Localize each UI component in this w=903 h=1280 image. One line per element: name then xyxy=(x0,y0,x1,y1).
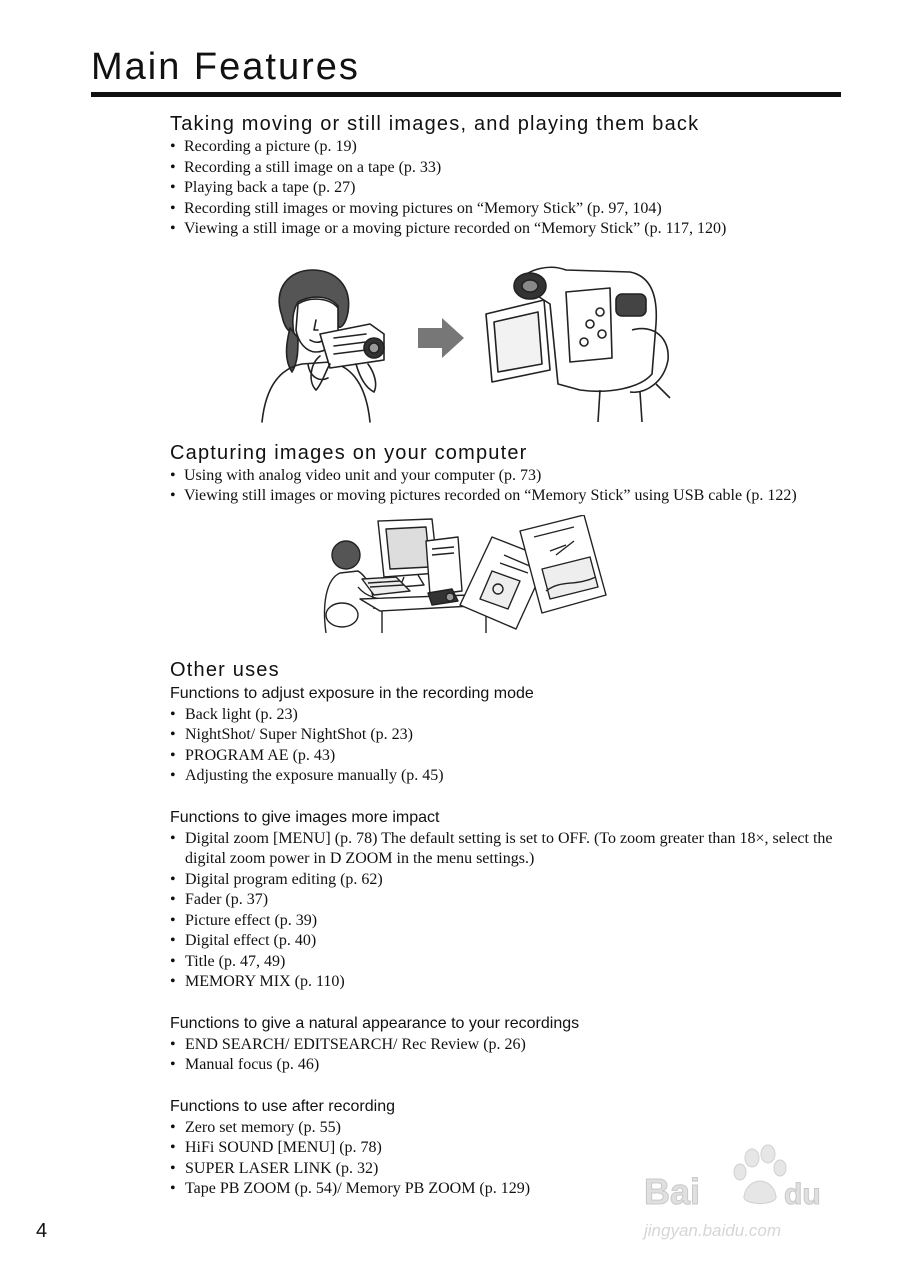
list-item: • Recording still images or moving pictures on “Memory Stick” (p. 97, 104) xyxy=(170,199,850,220)
computer-illustration xyxy=(170,515,850,633)
list-item: • Using with analog video unit and your computer (p. 73) xyxy=(170,466,850,487)
list-item: • Recording a still image on a tape (p. 33) xyxy=(170,158,850,179)
list-item: • PROGRAM AE (p. 43) xyxy=(170,746,850,767)
section-other-uses xyxy=(170,657,850,1200)
baidu-watermark-logo xyxy=(640,1140,860,1250)
list-item: • HiFi SOUND [MENU] (p. 78) xyxy=(170,1138,850,1159)
list-item: • Viewing still images or moving pictures recorded on “Memory Stick” using USB cable (p. 122) xyxy=(170,486,850,507)
list-item: • Viewing a still image or a moving picture recorded on “Memory Stick” (p. 117, 120) xyxy=(170,219,850,240)
list-item: • Back light (p. 23) xyxy=(170,705,850,726)
content xyxy=(170,111,850,1200)
section-computer xyxy=(170,440,850,507)
section-heading: Taking moving or still images, and playing them back xyxy=(170,113,700,135)
group-subheading: Functions to give images more impact xyxy=(170,808,440,826)
list-item: • Title (p. 47, 49) xyxy=(170,952,850,973)
page-title: Main Features xyxy=(91,46,360,88)
svg-text:du: du xyxy=(784,1178,821,1211)
list-item: • Digital program editing (p. 62) xyxy=(170,870,850,891)
group-subheading: Functions to adjust exposure in the recording mode xyxy=(170,684,534,702)
list-item: • Fader (p. 37) xyxy=(170,890,850,911)
title-rule xyxy=(91,92,841,97)
group-subheading: Functions to use after recording xyxy=(170,1097,396,1115)
list-item: • Adjusting the exposure manually (p. 45) xyxy=(170,766,850,787)
list-item: • NightShot/ Super NightShot (p. 23) xyxy=(170,725,850,746)
page-number: 4 xyxy=(36,1220,48,1242)
camcorder-illustration xyxy=(170,264,850,424)
group-subheading: Functions to give a natural appearance to your recordings xyxy=(170,1014,580,1032)
list-item: • Digital effect (p. 40) xyxy=(170,931,850,952)
svg-text:jingyan.baidu.com: jingyan.baidu.com xyxy=(644,1221,782,1240)
list-item: • Manual focus (p. 46) xyxy=(170,1055,850,1076)
section-heading: Capturing images on your computer xyxy=(170,441,528,464)
list-item: • SUPER LASER LINK (p. 32) xyxy=(170,1159,850,1180)
feature-list xyxy=(170,829,850,993)
feature-list xyxy=(170,1035,850,1076)
list-item: • Playing back a tape (p. 27) xyxy=(170,178,850,199)
section-heading: Other uses xyxy=(170,658,280,681)
feature-list xyxy=(170,137,850,240)
list-item: • END SEARCH/ EDITSEARCH/ Rec Review (p. 26) xyxy=(170,1035,850,1056)
feature-list xyxy=(170,705,850,787)
list-item: • Recording a picture (p. 19) xyxy=(170,137,850,158)
feature-list xyxy=(170,466,850,507)
svg-text:Bai: Bai xyxy=(644,1171,701,1212)
list-item: • MEMORY MIX (p. 110) xyxy=(170,972,850,993)
feature-group xyxy=(170,683,850,787)
list-item: • Picture effect (p. 39) xyxy=(170,911,850,932)
feature-group xyxy=(170,1013,850,1076)
section-recording xyxy=(170,111,850,240)
list-item: • Digital zoom [MENU] (p. 78) The default setting is set to OFF. (To zoom greater than 18×, select the digital zoom power in D ZOOM in the menu settings.) xyxy=(170,829,850,870)
feature-group xyxy=(170,807,850,993)
list-item: • Zero set memory (p. 55) xyxy=(170,1118,850,1139)
list-item: • Tape PB ZOOM (p. 54)/ Memory PB ZOOM (p. 129) xyxy=(170,1179,850,1200)
